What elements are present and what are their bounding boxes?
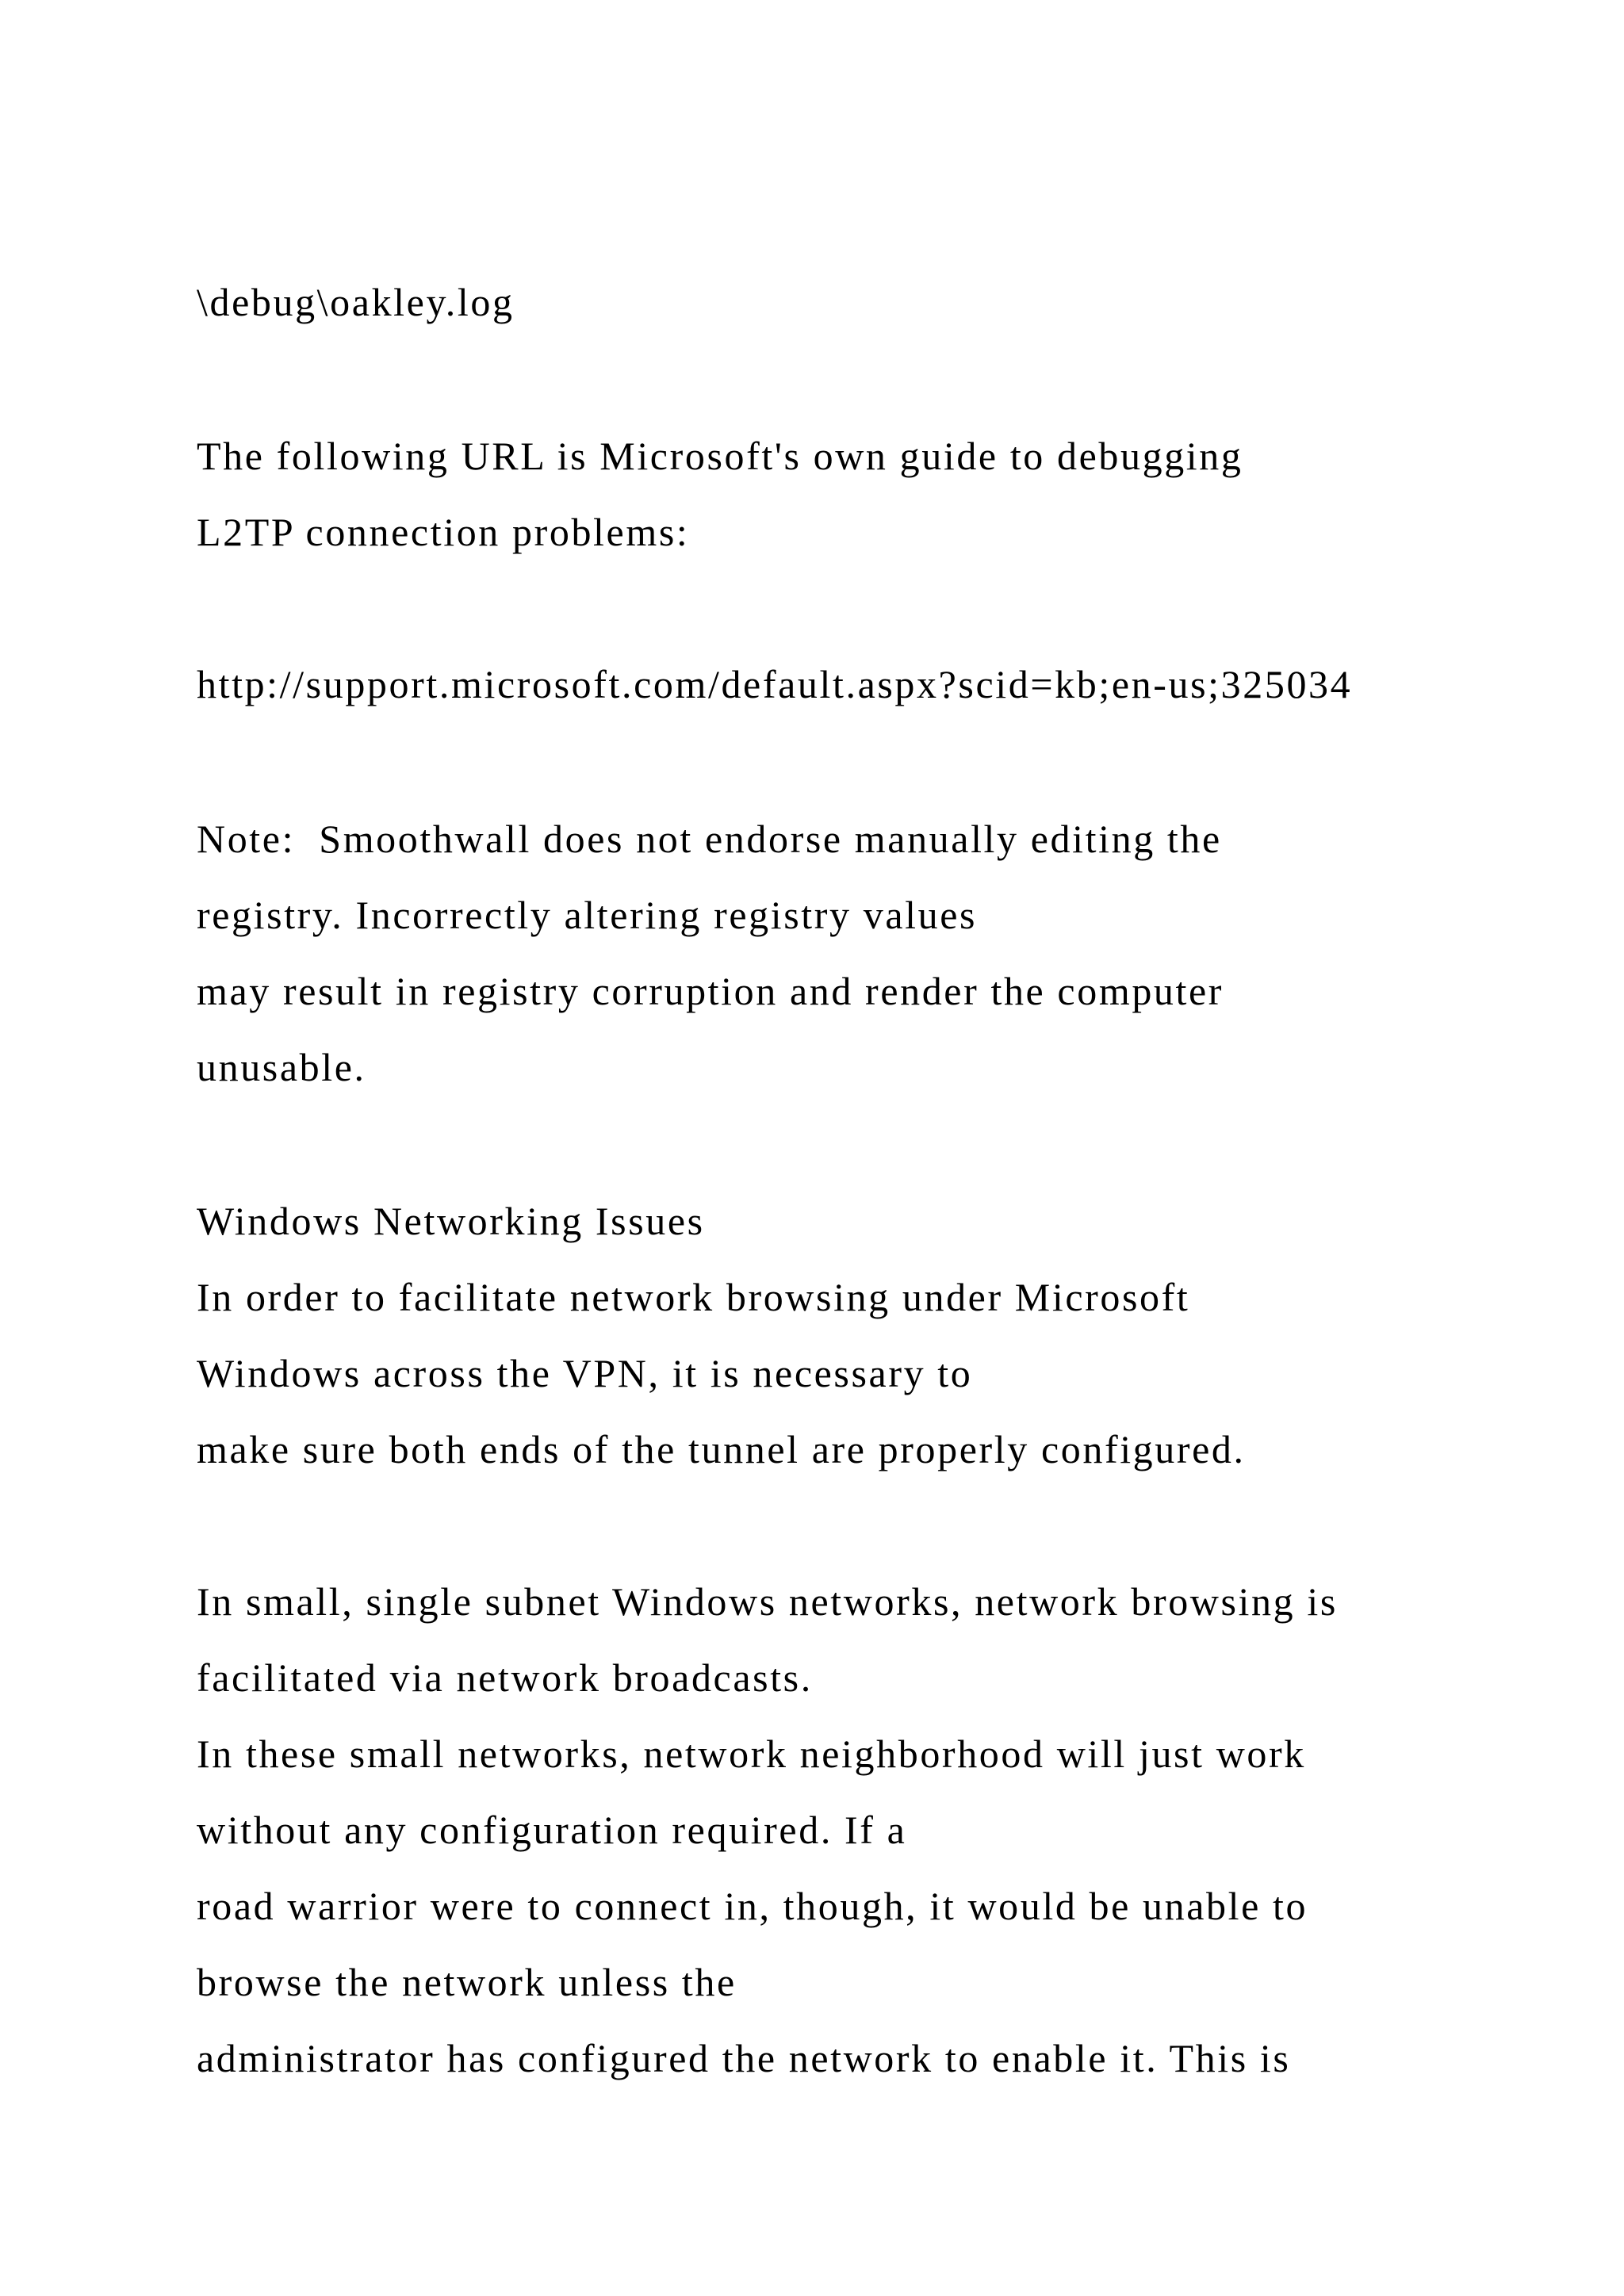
text-line: In small, single subnet Windows networks, network browsing is [197,1579,1338,1624]
note-line: may result in registry corruption and render the computer [197,969,1224,1013]
note-line: unusable. [197,1045,366,1089]
section-heading: Windows Networking Issues [197,1199,705,1243]
text-line: facilitated via network broadcasts. [197,1655,813,1700]
text-line: administrator has configured the network to enable it. This is [197,2036,1291,2080]
text-line: road warrior were to connect in, though, it would be unable to [197,1884,1308,1928]
text-line: The following URL is Microsoft's own guide to debugging [197,434,1243,478]
text-line: In these small networks, network neighborhood will just work [197,1732,1306,1776]
url-line: http://support.microsoft.com/default.aspx?scid=kb;en-us;325034 [197,662,1353,706]
text-line: make sure both ends of the tunnel are properly configured. [197,1427,1246,1471]
note-line: Note: Smoothwall does not endorse manually editing the [197,817,1222,861]
text-line: Windows across the VPN, it is necessary to [197,1351,973,1395]
text-line: browse the network unless the [197,1960,737,2004]
text-line: L2TP connection problems: [197,510,690,554]
log-path-line: \debug\oakley.log [197,280,515,324]
note-line: registry. Incorrectly altering registry values [197,893,978,937]
text-line: without any configuration required. If a [197,1808,907,1852]
text-line: In order to facilitate network browsing under Microsoft [197,1275,1190,1319]
